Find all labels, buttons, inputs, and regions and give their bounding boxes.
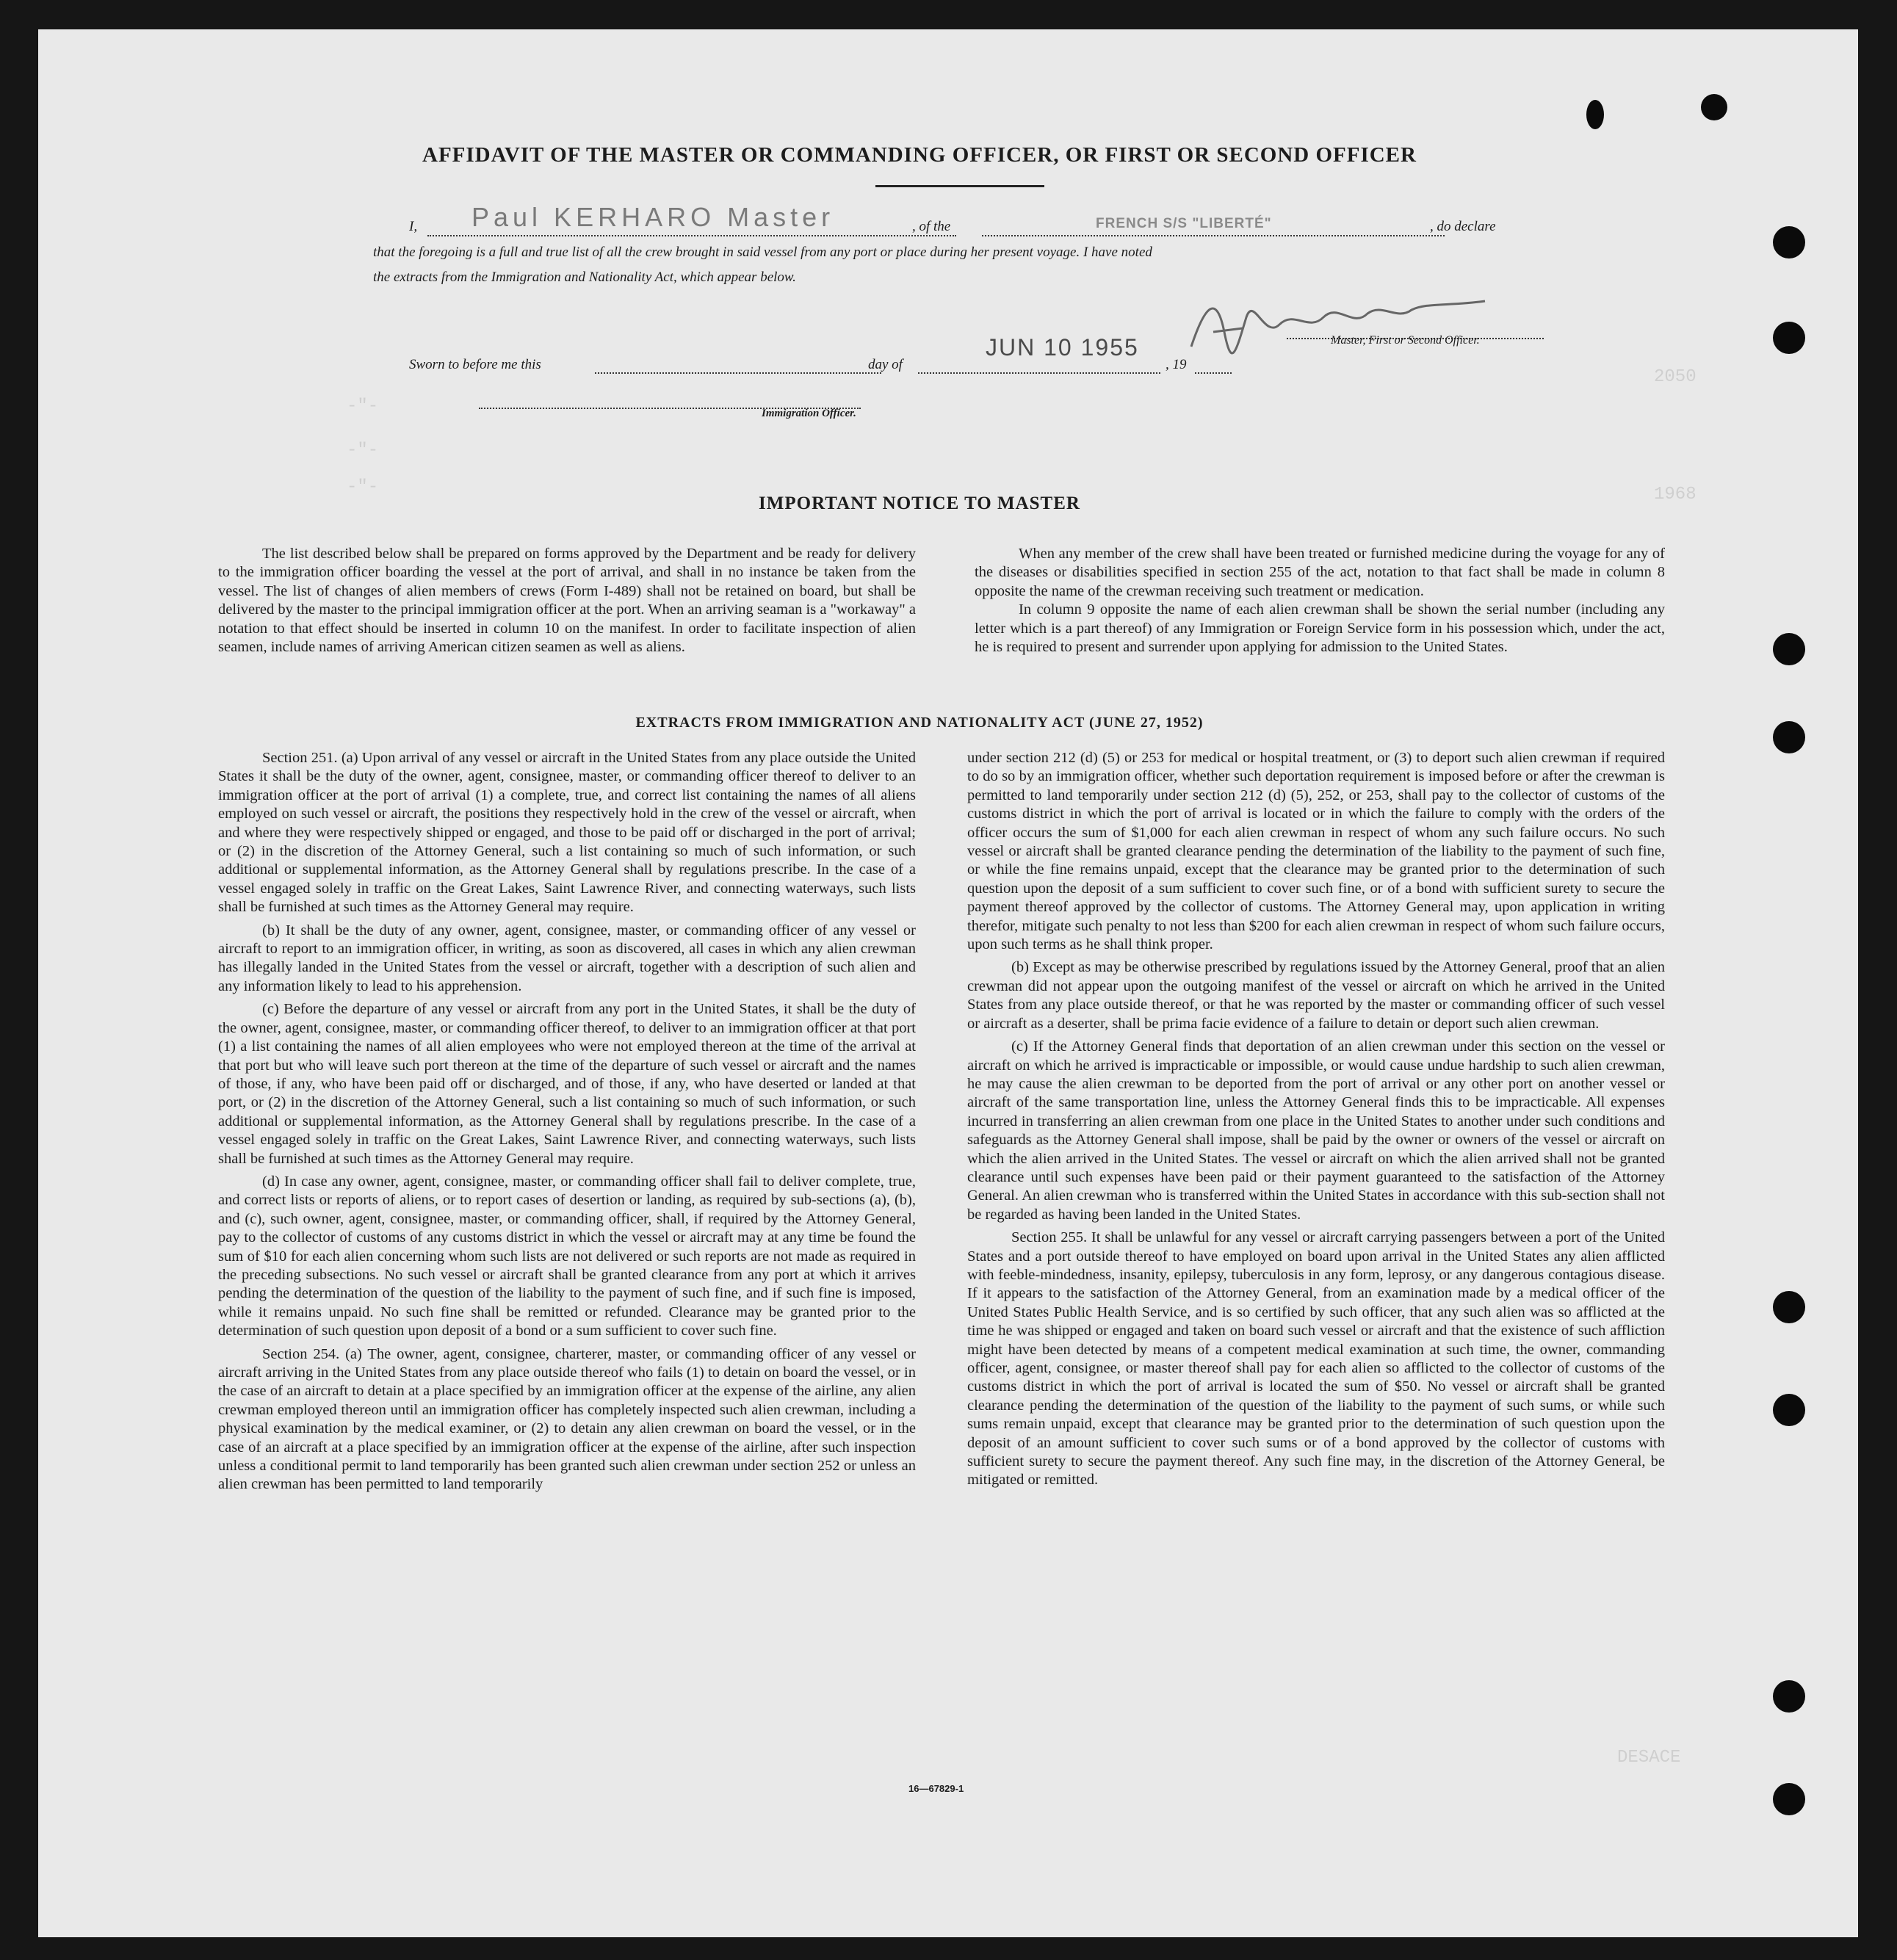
sworn-label: Sworn to before me this	[409, 357, 541, 372]
section-251d: (d) In case any owner, agent, consignee, master, or commanding officer shall fail to deliver complete, true, and correct lists or reports of aliens, or to report cases of desertion or landing, as required by sub-sections (a), (b), and (c), such owner, agent, consignee, master, or commanding officer, shall, if required by the Attorney General, pay to the collector of customs of any customs district in which the vessel or aircraft may at any time be found the sum of $10 for each alien concerning whom such lists are not delivered or such reports are not made as required in the preceding subsections. No such vessel or aircraft shall be granted clearance from any port at which it arrives pending the determination of the question of the liability to the payment of such fine, and if such fine is imposed, while it remains unpaid. No such fine shall be remitted or refunded. Clearance may be granted prior to the determination of such question upon deposit of a bond or a sum sufficient to cover such fine.	[218, 1173, 916, 1339]
punch-hole	[1773, 1680, 1805, 1713]
punch-hole	[1773, 322, 1805, 354]
notice-right-paragraph-2: In column 9 opposite the name of each alien crewman shall be shown the serial number (including any letter which is a part thereof) of any Immigration or Foreign Service form in his possession which, under the act, he is required to present and surrender upon applying for admission to the United States.	[975, 601, 1665, 656]
punch-hole	[1773, 633, 1805, 665]
year-label: , 19	[1166, 357, 1187, 372]
day-of-label: day of	[868, 357, 903, 372]
notice-right-paragraph-1: When any member of the crew shall have been treated or furnished medicine during the voyage for any of the diseases or disabilities specified in section 255 of the act, notation to that fact shall be made in column 8 opposite the name of the crewman receiving such treatment or medication.	[975, 546, 1665, 599]
do-declare-label: , do declare	[1430, 219, 1496, 234]
affidavit-body-line-1: that the foregoing is a full and true list of all the crew brought in said vessel from any port or place during her present voyage. I have noted	[373, 245, 1152, 260]
punch-hole	[1773, 1394, 1805, 1426]
master-name-entry: Paul KERHARO Master	[471, 202, 835, 232]
sworn-month-line	[918, 372, 1160, 374]
section-255: Section 255. It shall be unlawful for any vessel or aircraft carrying passengers between a port of the United States and a port outside thereof to have employed on board upon arrival in the United States any alien afflicted with feeble-mindedness, insanity, epilepsy, tuberculosis in any form, leprosy, or any dangerous contagious disease. If it appears to the satisfaction of the Attorney General, from an examination made by a medical officer of the United States Public Health Service, and is so certified by such officer, that any such alien was so afflicted at the time he was shipped or engaged and taken on board such vessel or aircraft and that the existence of such affliction might have been detected by means of a competent medical examination at such time, the owner, commanding officer, agent, consignee, or master thereof shall pay for each alien so afflicted to the collector of customs of the customs district in which the port of arrival is located the sum of $50. No vessel or aircraft shall be granted clearance pending the determination of the question of the liability to the payment of such sums, or while such sums remain unpaid, except that clearance may be granted prior to the determination of such question upon the deposit of an amount sufficient to cover such sums or of a bond approved by the collector of customs with sufficient surety to secure the payment thereof. Any such fine may, in the discretion of the Attorney General, be mitigated or remitted.	[967, 1229, 1665, 1489]
vessel-name-entry: FRENCH S/S "LIBERTÉ"	[1096, 216, 1272, 231]
bleed-through-mark: DESACE	[1617, 1748, 1681, 1768]
extracts-left-column	[218, 749, 916, 1499]
i-label: I,	[409, 219, 418, 234]
punch-hole	[1773, 1291, 1805, 1323]
punch-hole	[1773, 721, 1805, 753]
notice-heading: IMPORTANT NOTICE TO MASTER	[759, 493, 1080, 513]
master-name-line	[427, 235, 956, 236]
section-251c: (c) Before the departure of any vessel or aircraft from any port in the United States, it shall be the duty of the owner, agent, consignee, master, or commanding officer thereof, to deliver to an immigration officer at that port (1) a list containing the names of all alien employees who were not employed thereon at the time of the arrival at that port but who will leave such port thereon at the time of the departure of such vessel or aircraft and the names of those, if any, who have been paid off or discharged, and of those, if any, who have deserted or landed at that port, or (2) in the discretion of the Attorney General, such a list containing so much of such information, or such additional or supplemental information, as the Attorney General shall by regulations prescribe. In the case of a vessel engaged solely in traffic on the Great Lakes, Saint Lawrence River, and connecting waterways, such lists shall be furnished at such times as the Attorney General may require.	[218, 1001, 916, 1167]
punch-hole	[1773, 1783, 1805, 1815]
extracts-heading: EXTRACTS FROM IMMIGRATION AND NATIONALITY ACT (JUNE 27, 1952)	[635, 715, 1204, 731]
section-254b: (b) Except as may be otherwise prescribed by regulations issued by the Attorney General, proof that an alien crewman did not appear upon the outgoing manifest of the vessel or aircraft on which he arrived in the United States from any place outside thereof, or that he was reported by the master or commanding officer of such vessel or aircraft as a deserter, shall be prima facie evidence of a failure to detain or deport such alien crewman.	[967, 959, 1665, 1032]
vessel-name-line	[982, 235, 1445, 236]
affidavit-body-line-2: the extracts from the Immigration and Nationality Act, which appear below.	[373, 270, 796, 285]
master-signature	[1184, 288, 1492, 361]
section-251b: (b) It shall be the duty of any owner, agent, consignee, master, or commanding officer of any vessel or aircraft to report to an immigration officer, in writing, as soon as discovered, all cases in which any alien crewman has illegally landed in the United States from the vessel or aircraft, together with a description of such alien and any information likely to lead to his apprehension.	[218, 922, 916, 994]
signature-caption: Master, First or Second Officer.	[1331, 334, 1480, 347]
bleed-through-mark: -"-	[347, 441, 379, 460]
punch-hole	[1701, 94, 1727, 120]
section-254a: Section 254. (a) The owner, agent, consignee, charterer, master, or commanding officer of any vessel or aircraft arriving in the United States from any place outside thereof who fails (1) to detain on board the vessel, or in the case of an aircraft to detain at a place specified by an immigration officer at the expense of the airline, any alien crewman employed thereon until an immigration officer has completely inspected such alien crewman, including a physical examination by the medical examiner, or (2) to detain any alien crewman on board the vessel, or in the case of an aircraft at a place specified by an immigration officer at the expense of the airline, after such inspection unless a conditional permit to land temporarily has been granted such alien crewman under section 252 or unless an alien crewman has been permitted to land temporarily	[218, 1345, 916, 1493]
of-the-label: , of the	[912, 219, 951, 234]
notice-right-column	[975, 545, 1665, 657]
bleed-through-mark: 1968	[1654, 485, 1697, 505]
sworn-day-line	[595, 372, 881, 374]
bleed-through-mark: -"-	[347, 397, 379, 416]
bleed-through-mark: 2050	[1654, 367, 1697, 387]
form-code: 16—67829-1	[908, 1783, 964, 1794]
document-page	[38, 29, 1858, 1937]
punch-hole	[1773, 226, 1805, 258]
bleed-through-mark: -"-	[347, 477, 379, 497]
section-254c: (c) If the Attorney General finds that deportation of an alien crewman under this section on the vessel or aircraft on which he arrived is impracticable or impossible, or would cause undue hardship to such alien crewman, he may cause the alien crewman to be deported from the port of arrival or any other port on another vessel or aircraft of the same transportation line, unless the Attorney General finds this to be impracticable. All expenses incurred in transferring an alien crewman from one place in the United States to another under such conditions and safeguards as the Attorney General shall impose, shall be paid by the owner or owners of the vessel or aircraft on which the alien arrived in the United States. The vessel or aircraft on which the alien arrived shall not be granted clearance until such expenses have been paid or their payment guaranteed to the satisfaction of the Attorney General. An alien crewman who is transferred within the United States in accordance with this sub-section shall not be regarded as having been landed in the United States.	[967, 1038, 1665, 1223]
section-254a-continued: under section 212 (d) (5) or 253 for medical or hospital treatment, or (3) to deport such alien crewman if required to do so by an immigration officer, whether such deportation requirement is imposed before or after the crewman is permitted to land temporarily under section 212 (d) (5), 252, or 253, shall pay to the collector of customs of the customs district in which the port of arrival is located or in which the failure to comply with the orders of the officer occurs the sum of $1,000 for each alien crewman in respect of whom any such failure occurs. No such vessel or aircraft shall be granted clearance pending the determination of the liability to the payment of such fine, or while the fine remains unpaid, except that the clearance may be granted prior to the determination of such question upon the deposit of a sum sufficient to cover such fine, or of a bond with sufficient surety to secure the payment thereof approved by the collector of customs. The Attorney General may, upon application in writing therefor, mitigate such penalty to not less than $200 for each alien crewman in respect of whom such failure occurs, upon such terms as he shall think proper.	[967, 750, 1665, 953]
year-line	[1195, 372, 1232, 374]
punch-hole	[1586, 100, 1604, 129]
immigration-officer-caption: Immigration Officer.	[762, 408, 856, 419]
date-stamp: JUN 10 1955	[986, 334, 1139, 361]
title-underline	[875, 185, 1044, 187]
section-251a: Section 251. (a) Upon arrival of any vessel or aircraft in the United States from any place outside the United States it shall be the duty of the owner, agent, consignee, master, or commanding officer thereof to deliver to an immigration officer at the port of arrival (1) a complete, true, and correct list containing the names of all aliens employed on such vessel or aircraft, the positions they respectively hold in the crew of the vessel or aircraft, when and where they were respectively shipped or engaged, and those to be paid off or discharged in the port of arrival; or (2) in the discretion of the Attorney General, such a list containing so much of such information, or such additional or supplemental information, as the Attorney General shall by regulations prescribe. In the case of a vessel engaged solely in traffic on the Great Lakes, Saint Lawrence River, and connecting waterways, such lists shall be furnished at such times as the Attorney General may require.	[218, 750, 916, 916]
affidavit-title: AFFIDAVIT OF THE MASTER OR COMMANDING OFFICER, OR FIRST OR SECOND OFFICER	[422, 143, 1417, 167]
notice-left-column	[218, 545, 916, 657]
notice-left-paragraph: The list described below shall be prepared on forms approved by the Department and be ready for delivery to the immigration officer boarding the vessel at the port of arrival, and shall in no instance be taken from the vessel. The list of changes of alien members of crews (Form I-489) shall not be retained on board, but shall be delivered by the master to the principal immigration officer at the port. When an arriving seaman is a "workaway" a notation to that effect should be inserted in column 10 on the manifest. In order to facilitate inspection of alien seamen, include names of arriving American citizen seamen as well as aliens.	[218, 546, 916, 656]
extracts-right-column	[967, 749, 1665, 1494]
